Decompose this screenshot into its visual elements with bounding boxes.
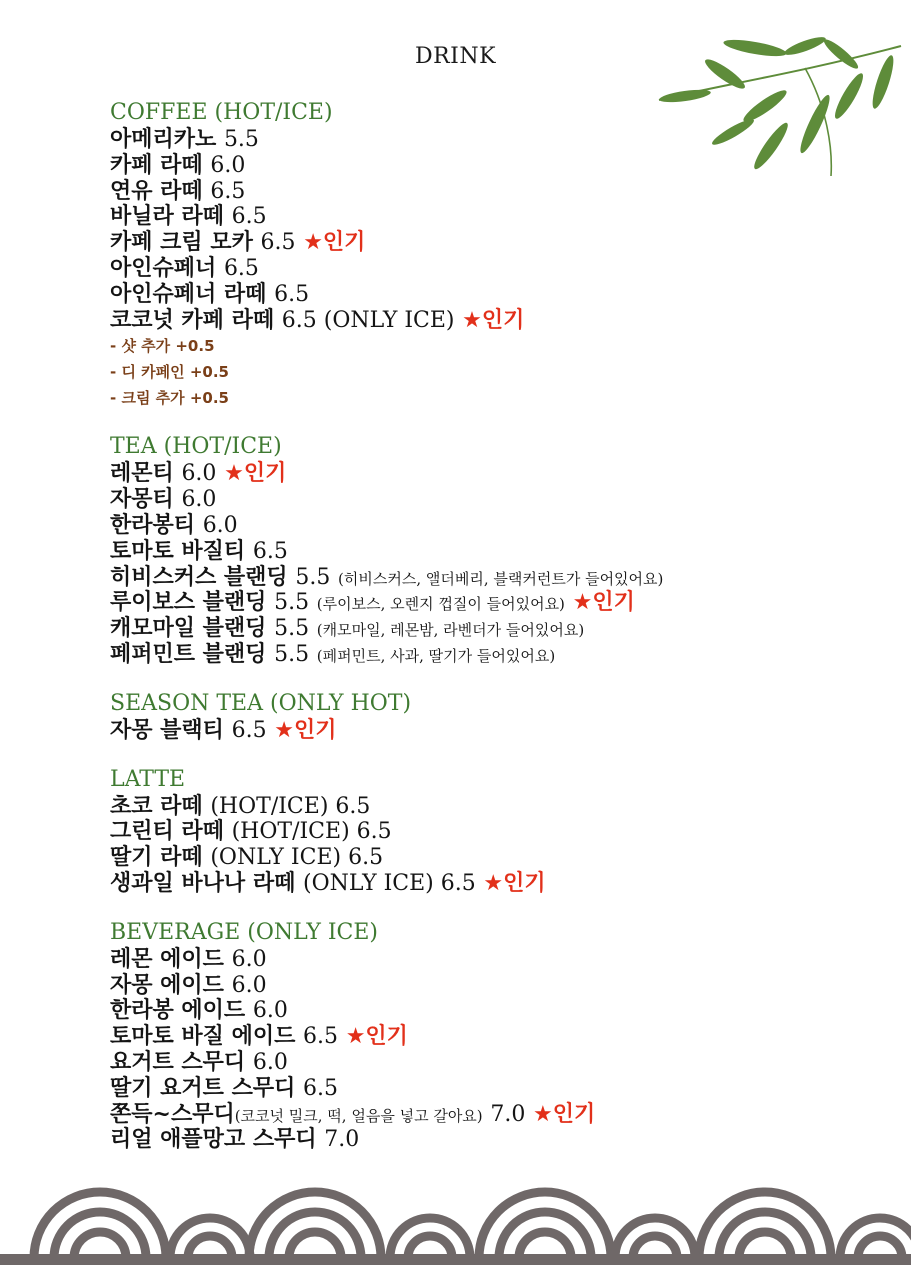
item-name: 한라봉 에이드: [110, 997, 246, 1024]
menu-item: [110, 1076, 890, 1102]
item-name: 쫀득~스무디: [110, 1100, 235, 1127]
menu-item: [110, 616, 890, 642]
item-name: 카페 크림 모카: [110, 229, 253, 256]
menu-item: [110, 179, 890, 205]
item-price: (HOT/ICE) 6.5: [210, 793, 371, 819]
item-price: 6.5: [260, 230, 296, 256]
item-note: (캐모마일, 레몬밤, 라벤더가 들어있어요): [316, 621, 585, 640]
page-title: DRINK: [414, 44, 497, 69]
item-price: (HOT/ICE) 6.5: [231, 819, 392, 845]
item-price: 5.5: [274, 590, 310, 616]
popular-badge: ★인기: [345, 1024, 408, 1050]
menu-item: [110, 127, 890, 153]
section-title: SEASON TEA (ONLY HOT): [110, 690, 412, 716]
section-title: BEVERAGE (ONLY ICE): [110, 919, 379, 945]
menu-item: [110, 794, 890, 820]
item-price: 6.0: [181, 487, 217, 513]
menu-item: [110, 1024, 890, 1050]
item-price: 5.5: [223, 127, 259, 152]
menu-item: [110, 1102, 890, 1128]
menu-item: [110, 947, 890, 973]
menu-item: [110, 718, 890, 744]
menu-item: [110, 819, 890, 845]
menu-item: [110, 282, 890, 308]
menu-item: [110, 230, 890, 256]
item-name: 생과일 바나나 라떼: [110, 869, 296, 896]
menu-item: [110, 998, 890, 1024]
popular-badge: ★인기: [483, 870, 546, 896]
item-name: 딸기 라떼: [110, 844, 203, 871]
menu-section: [110, 99, 890, 411]
menu-item: [110, 973, 890, 999]
menu-item: [110, 565, 890, 591]
menu-item: [110, 1127, 890, 1153]
item-name: 자몽티: [110, 486, 174, 513]
item-price: 6.5: [303, 1024, 339, 1050]
menu-item: [110, 845, 890, 871]
wave-pattern-icon: [0, 1170, 911, 1265]
menu-section: [110, 919, 890, 1153]
item-name: 그린티 라떼: [110, 818, 224, 845]
item-name: 토마토 바질 에이드: [110, 1023, 296, 1050]
item-name: 토마토 바질티: [110, 537, 246, 564]
popular-badge: ★인기: [274, 717, 337, 743]
item-price: 6.0: [231, 972, 267, 998]
item-name: 페퍼민트 블랜딩: [110, 640, 267, 667]
item-price: 6.5: [210, 178, 246, 204]
item-price: 6.5: [252, 538, 288, 564]
item-name: 한라봉티: [110, 511, 196, 538]
item-name: 바닐라 라떼: [110, 203, 224, 230]
addon-option: - 크림 추가 +0.5: [110, 389, 229, 408]
item-note: (페퍼민트, 사과, 딸기가 들어있어요): [316, 646, 556, 665]
item-name: 연유 라떼: [110, 177, 203, 204]
item-name: 자몽 에이드: [110, 971, 224, 998]
item-name: 레몬 에이드: [110, 945, 224, 972]
item-name: 레몬티: [110, 460, 174, 487]
menu-item: [110, 539, 890, 565]
menu-section: [110, 766, 890, 897]
item-price: 6.5: [231, 204, 267, 230]
popular-badge: ★인기: [533, 1101, 596, 1127]
item-price: 6.0: [181, 461, 217, 487]
item-price: 7.0: [490, 1101, 526, 1127]
menu-item: [110, 871, 890, 897]
item-note: (코코넛 밀크, 떡, 얼음을 넣고 갈아요): [234, 1106, 483, 1125]
popular-badge: ★인기: [303, 230, 366, 256]
item-name: 카페 라떼: [110, 151, 203, 178]
item-price: 6.0: [252, 1049, 288, 1075]
item-name: 아인슈페너 라떼: [110, 280, 267, 307]
item-price: 6.5: [231, 717, 267, 743]
menu-item: [110, 590, 890, 616]
menu-item: [110, 256, 890, 282]
item-name: 루이보스 블랜딩: [110, 589, 267, 616]
menu-item: [110, 461, 890, 487]
item-name: 딸기 요거트 스무디: [110, 1074, 296, 1101]
item-price: 6.0: [210, 152, 246, 178]
menu-section: [110, 433, 890, 667]
popular-badge: ★인기: [224, 461, 287, 487]
menu-item: [110, 1050, 890, 1076]
addon-option: - 샷 추가 +0.5: [110, 337, 215, 356]
item-note: (히비스커스, 앨더베리, 블랙커런트가 들어있어요): [338, 569, 664, 588]
item-note: (루이보스, 오렌지 껍질이 들어있어요): [316, 595, 565, 614]
menu-item: [110, 487, 890, 513]
menu-section: [110, 690, 890, 744]
item-name: 리얼 애플망고 스무디: [110, 1126, 317, 1153]
item-name: 히비스커스 블랜딩: [110, 563, 288, 590]
item-name: 자몽 블랙티: [110, 716, 224, 743]
item-price: 6.0: [231, 946, 267, 972]
item-name: 캐모마일 블랜딩: [110, 615, 267, 642]
popular-badge: ★인기: [462, 307, 525, 333]
item-price: (ONLY ICE) 6.5: [303, 870, 476, 896]
item-price: 6.0: [202, 512, 238, 538]
addon-option: - 디 카페인 +0.5: [110, 363, 229, 382]
menu-item: [110, 308, 890, 334]
item-price: 6.5 (ONLY ICE): [281, 307, 455, 333]
item-price: 5.5: [274, 616, 310, 642]
section-title: TEA (HOT/ICE): [110, 434, 282, 460]
item-price: 6.5: [223, 255, 259, 281]
item-price: 5.5: [295, 564, 331, 590]
item-price: 5.5: [274, 641, 310, 667]
menu-item: [110, 513, 890, 539]
menu-item: [110, 642, 890, 668]
item-name: 아메리카노: [110, 126, 217, 152]
item-price: (ONLY ICE) 6.5: [210, 845, 384, 871]
item-price: 6.5: [303, 1075, 339, 1101]
menu-item: [110, 204, 890, 230]
item-name: 요거트 스무디: [110, 1048, 246, 1075]
section-title: LATTE: [110, 766, 186, 792]
item-price: 6.0: [252, 998, 288, 1024]
section-title: COFFEE (HOT/ICE): [110, 100, 333, 125]
item-name: 코코넛 카페 라떼: [110, 306, 275, 333]
menu-item: [110, 153, 890, 179]
drink-menu: [110, 99, 890, 1175]
popular-badge: ★인기: [572, 590, 635, 616]
item-price: 6.5: [274, 281, 310, 307]
item-name: 아인슈페너: [110, 254, 217, 281]
item-name: 초코 라떼: [110, 792, 203, 819]
item-price: 7.0: [324, 1127, 360, 1153]
